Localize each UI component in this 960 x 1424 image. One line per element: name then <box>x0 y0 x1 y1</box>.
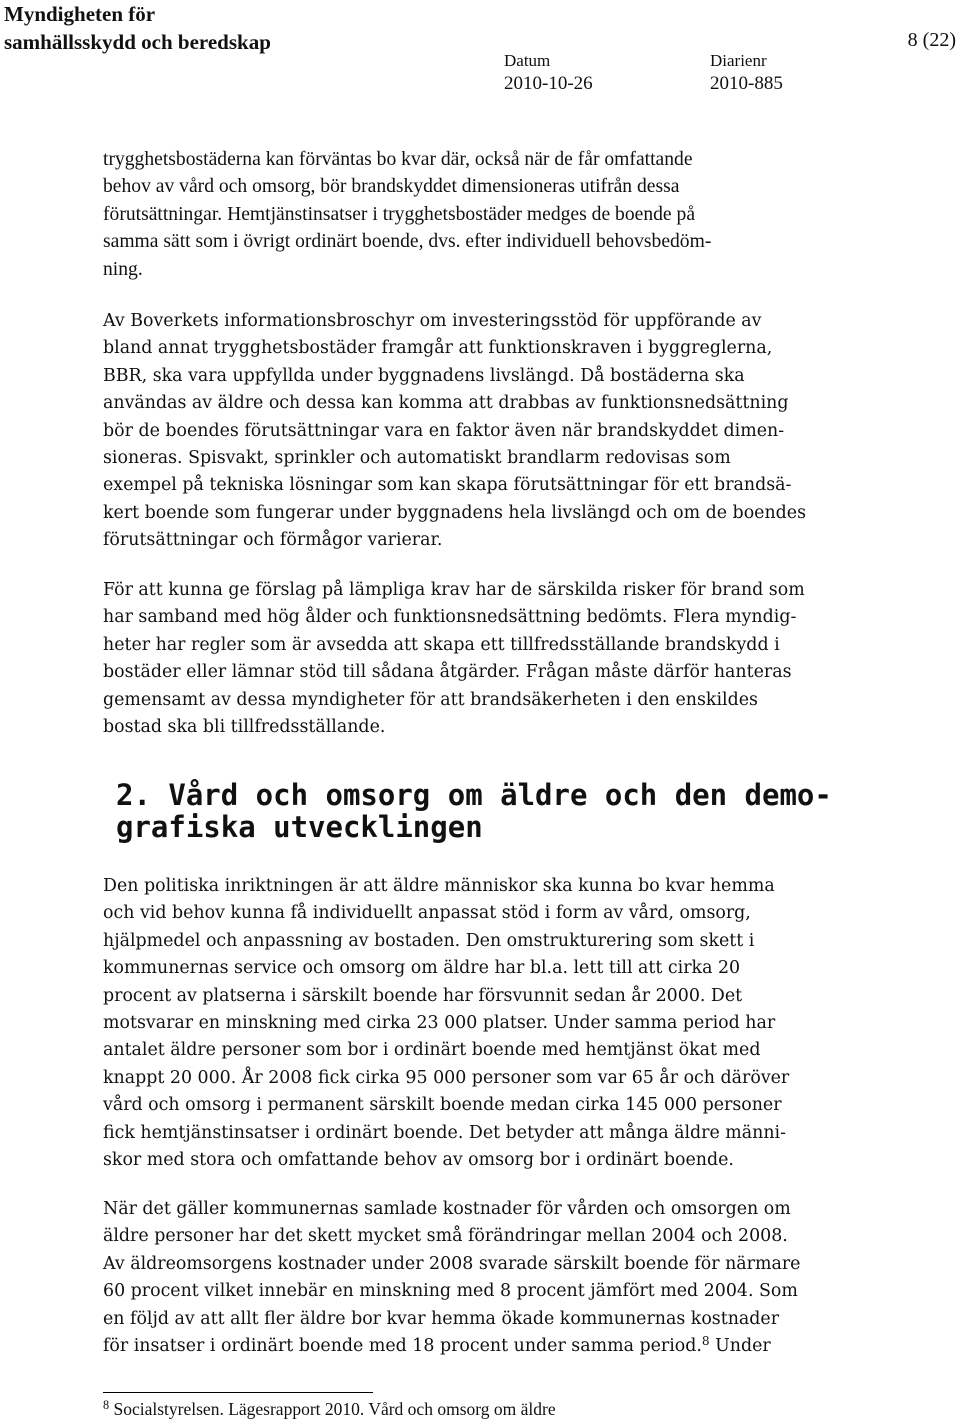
paragraph-line: Av Boverkets informationsbroschyr om investeringsstöd för uppförande av <box>103 311 762 331</box>
paragraph-line: har samband med hög ålder och funktionsnedsättning bedömts. Flera myndig- <box>103 607 797 628</box>
section-heading <box>116 779 832 843</box>
heading-line: 2. Vård och omsorg om äldre och den demo- <box>116 778 832 812</box>
paragraph-line: kert boende som fungerar under byggnadens hela livslängd och om de boendes <box>103 502 807 523</box>
paragraph-line: användas av äldre och dessa kan komma att drabbas av funktionsnedsättning <box>103 393 789 414</box>
paragraph-line: Av äldreomsorgens kostnader under 2008 svarade särskilt boende för närmare <box>103 1253 801 1274</box>
org-line-2: samhällsskydd och beredskap <box>4 30 271 54</box>
paragraph-line: skor med stora och omfattande behov av omsorg bor i ordinärt boende. <box>103 1150 734 1171</box>
paragraph-4 <box>103 873 789 1174</box>
paragraph-line: exempel på tekniska lösningar som kan skapa förutsättningar för ett brandsä- <box>103 475 792 496</box>
paragraph-line: bostad ska bli tillfredsställande. <box>103 717 386 738</box>
footnote-reference[interactable]: 8 <box>701 1333 710 1348</box>
paragraph-line: trygghetsbostäderna kan förväntas bo kvar där, också när de får omfattande <box>103 149 693 170</box>
paragraph-line: ning. <box>103 258 143 280</box>
paragraph-line: behov av vård och omsorg, bör brandskyddet dimensioneras utifrån dessa <box>103 176 680 198</box>
paragraph-line: vård och omsorg i permanent särskilt boende medan cirka 145 000 personer <box>103 1095 782 1116</box>
diary-number-value: 2010-885 <box>710 73 783 94</box>
paragraph-line-with-footnote-ref <box>103 1333 800 1360</box>
paragraph-line-text: för insatser i ordinärt boende med 18 procent under samma period. <box>103 1336 702 1357</box>
paragraph-line: gemensamt av dessa myndigheter för att brandsäkerheten i den enskildes <box>103 689 758 710</box>
paragraph-1 <box>103 146 711 283</box>
paragraph-5 <box>103 1196 800 1360</box>
paragraph-3 <box>103 577 805 741</box>
paragraph-line: äldre personer har det skett mycket små förändringar mellan 2004 och 2008. <box>103 1226 788 1247</box>
date-block <box>504 50 593 96</box>
heading-line: grafiska utvecklingen <box>116 810 483 844</box>
diary-number-block <box>710 50 783 96</box>
paragraph-line: förutsättningar. Hemtjänstinsatser i trygghetsbostäder medges de boende på <box>103 203 696 225</box>
paragraph-line: heter har regler som är avsedda att skapa ett tillfredsställande brandskydd i <box>103 634 780 655</box>
paragraph-line: bostäder eller lämnar stöd till sådana åtgärder. Frågan måste därför hanteras <box>103 662 792 683</box>
org-line-1: Myndigheten för <box>4 2 156 26</box>
paragraph-line: en följd av att allt fler äldre bor kvar hemma ökade kommunernas kostnader <box>103 1308 780 1329</box>
paragraph-line: För att kunna ge förslag på lämpliga krav har de särskilda risker för brand som <box>103 580 805 600</box>
paragraph-line: antalet äldre personer som bor i ordinärt boende med hemtjänst ökat med <box>103 1040 761 1061</box>
paragraph-line-text-continued: Under <box>709 1336 771 1357</box>
paragraph-line: procent av platserna i särskilt boende har försvunnit sedan år 2000. Det <box>103 985 743 1006</box>
paragraph-line: förutsättningar och förmågor varierar. <box>103 530 443 551</box>
paragraph-line: BBR, ska vara uppfyllda under byggnadens livslängd. Då bostäderna ska <box>103 365 745 386</box>
paragraph-line: sioneras. Spisvakt, sprinkler och automatiskt brandlarm redovisas som <box>103 448 731 469</box>
paragraph-line: och vid behov kunna få individuellt anpassat stöd i form av vård, omsorg, <box>103 903 751 924</box>
paragraph-line: När det gäller kommunernas samlade kostnader för vården och omsorgen om <box>103 1199 791 1219</box>
paragraph-line: hjälpmedel och anpassning av bostaden. Den omstrukturering som skett i <box>103 930 755 951</box>
footnote-separator <box>103 1392 373 1393</box>
organization-name <box>4 0 271 56</box>
paragraph-line: kommunernas service och omsorg om äldre har bl.a. lett till att cirka 20 <box>103 958 741 979</box>
paragraph-line: samma sätt som i övrigt ordinärt boende, dvs. efter individuell behovsbedöm- <box>103 231 712 253</box>
paragraph-line: bör de boendes förutsättningar vara en faktor även när brandskyddet dimen- <box>103 420 785 441</box>
footnote-text: Socialstyrelsen. Lägesrapport 2010. Vård och omsorg om äldre <box>109 1399 556 1419</box>
paragraph-line: motsvarar en minskning med cirka 23 000 platser. Under samma period har <box>103 1013 776 1034</box>
paragraph-line: fick hemtjänstinsatser i ordinärt boende. Det betyder att många äldre männi- <box>103 1122 786 1143</box>
page-number: 8 (22) <box>907 29 956 51</box>
date-value: 2010-10-26 <box>504 73 593 94</box>
date-label: Datum <box>504 51 551 70</box>
paragraph-line: bland annat trygghetsbostäder framgår att funktionskraven i byggreglerna, <box>103 338 773 359</box>
footnote <box>103 1398 556 1420</box>
paragraph-line: 60 procent vilket innebär en minskning med 8 procent jämfört med 2004. Som <box>103 1281 798 1302</box>
paragraph-2 <box>103 308 806 555</box>
footnote-marker: 8 <box>103 1397 110 1412</box>
paragraph-line: Den politiska inriktningen är att äldre människor ska kunna bo kvar hemma <box>103 876 775 896</box>
paragraph-line: knappt 20 000. År 2008 fick cirka 95 000 personer som var 65 år och däröver <box>103 1067 790 1088</box>
diary-number-label: Diarienr <box>710 51 767 70</box>
